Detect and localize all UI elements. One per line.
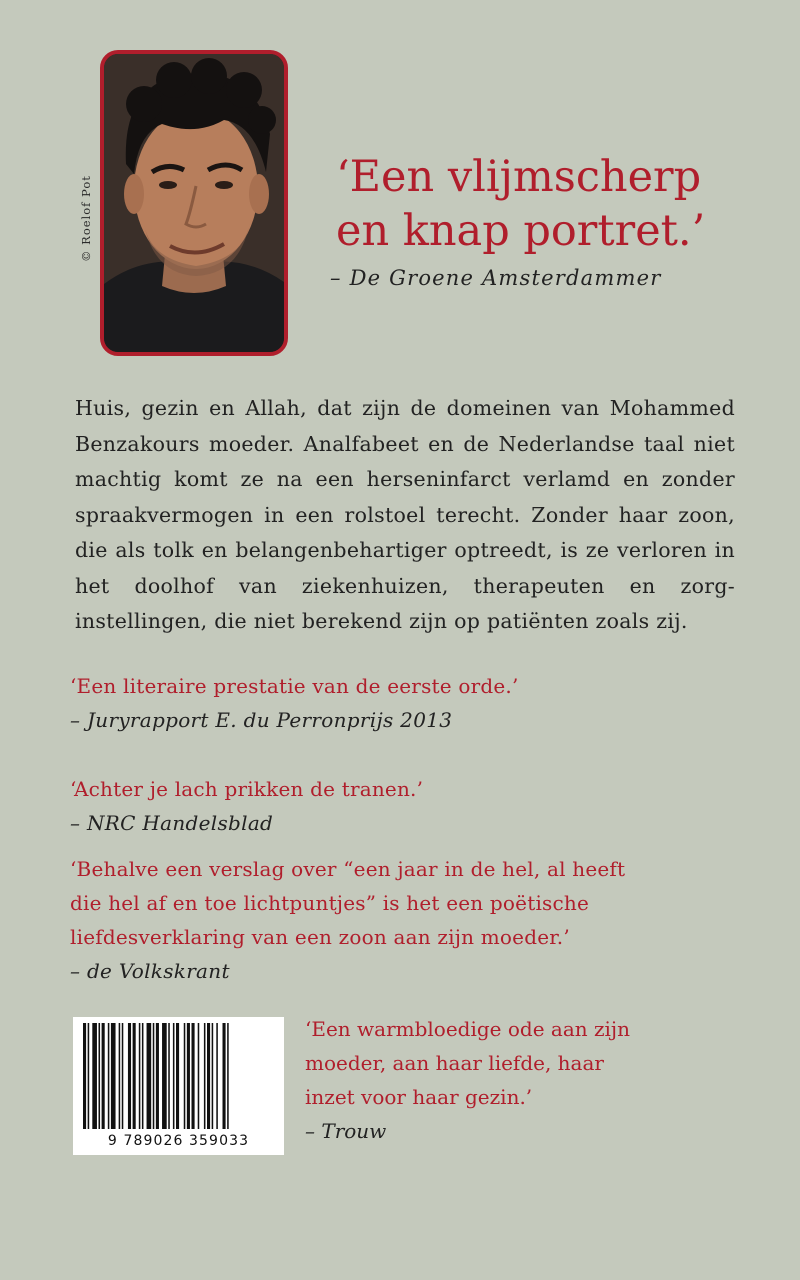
barcode xyxy=(73,1017,284,1155)
barcode-bar xyxy=(142,1023,144,1129)
barcode-bar xyxy=(139,1023,141,1129)
review-quote-source: – de Volkskrant xyxy=(70,959,230,983)
review-quote xyxy=(70,669,710,737)
review-quote-text: ‘Een warmbloedige ode aan zijn moeder, aan haar liefde, haar inzet voor haar gezin.’ xyxy=(305,1017,631,1109)
barcode-bar xyxy=(119,1023,121,1129)
barcode-bar xyxy=(128,1023,131,1129)
headline-source: – De Groene Amsterdammer xyxy=(330,266,662,290)
barcode-bar xyxy=(184,1023,186,1129)
barcode-bar xyxy=(133,1023,136,1129)
review-quote-source: – Juryrapport E. du Perronprijs 2013 xyxy=(70,708,453,732)
barcode-bar xyxy=(122,1023,124,1129)
barcode-bar xyxy=(168,1023,170,1129)
review-quote-source: – NRC Handelsblad xyxy=(70,811,274,835)
barcode-bar xyxy=(162,1023,167,1129)
review-quote xyxy=(70,772,710,840)
author-photo xyxy=(100,50,288,356)
barcode-bar xyxy=(111,1023,116,1129)
barcode-bar xyxy=(198,1023,200,1129)
author-portrait-image xyxy=(104,54,284,352)
barcode-bar xyxy=(204,1023,206,1129)
barcode-bar xyxy=(212,1023,214,1129)
photo-credit: © Roelof Pot xyxy=(79,175,93,262)
barcode-bar xyxy=(92,1023,97,1129)
barcode-bar xyxy=(153,1023,155,1129)
barcode-bar xyxy=(207,1023,210,1129)
review-quote xyxy=(70,852,710,988)
review-quote-text: ‘Behalve een verslag over “een jaar in de hel, al heeft die hel af en toe lichtpuntjes” is het een poëtische liefdesverklaring van een zoon aan zijn moeder.’ xyxy=(70,857,626,949)
barcode-bar xyxy=(83,1023,86,1129)
barcode-bar xyxy=(187,1023,190,1129)
review-quote-source: – Trouw xyxy=(305,1119,387,1143)
review-quote-text: ‘Een literaire prestatie van de eerste orde.’ xyxy=(70,674,519,698)
barcode-bar xyxy=(227,1023,229,1129)
barcode-bar xyxy=(108,1023,110,1129)
barcode-bar xyxy=(88,1023,90,1129)
barcode-bar xyxy=(223,1023,226,1129)
barcode-bar xyxy=(147,1023,152,1129)
barcode-bar xyxy=(173,1023,175,1129)
book-blurb: Huis, gezin en Allah, dat zijn de domeinen van Mohammed Benzakours moeder. Analfabeet en de Nederlandse taal niet machtig komt ze na een herseninfarct verlamd en zonder spraakvermogen in een rolstoel terecht. Zonder haar zoon, die als tolk en belangenbehartiger optreedt, is ze verloren in het doolhof van ziekenhuizen, therapeuten en zorg-instellingen, die niet berekend zijn op patiënten zoals zij. xyxy=(75,396,735,633)
barcode-bar xyxy=(102,1023,105,1129)
review-quote xyxy=(305,1012,665,1148)
barcode-bar xyxy=(216,1023,218,1129)
barcode-bar xyxy=(176,1023,179,1129)
barcode-bar xyxy=(192,1023,195,1129)
review-quote-text: ‘Achter je lach prikken de tranen.’ xyxy=(70,777,424,801)
barcode-bars xyxy=(83,1023,274,1129)
barcode-bar xyxy=(156,1023,159,1129)
headline-quote: ‘Een vlijmscherp en knap portret.’ xyxy=(336,152,706,256)
barcode-number: 9 789026 359033 xyxy=(107,1133,250,1149)
barcode-bar xyxy=(99,1023,101,1129)
